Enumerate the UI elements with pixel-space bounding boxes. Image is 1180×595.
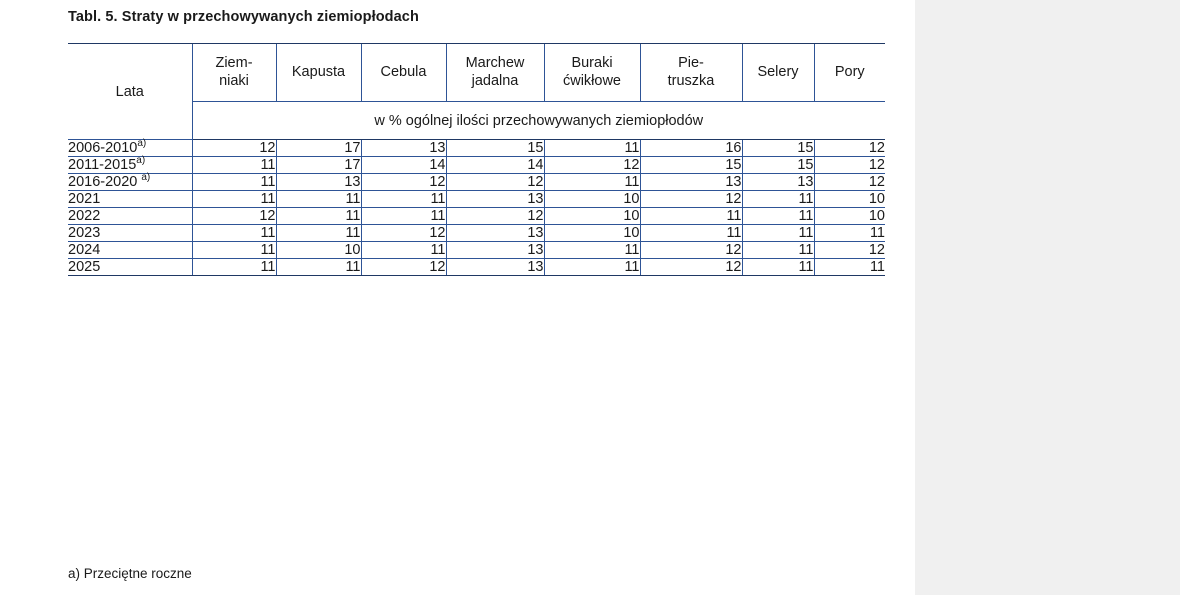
cell-value: 13 [361, 140, 446, 157]
cell-value: 11 [192, 174, 276, 191]
row-label [68, 225, 192, 242]
cell-value: 11 [192, 259, 276, 276]
table-row [68, 242, 885, 259]
column-header-line1: Kapusta [291, 63, 346, 80]
cell-value: 12 [361, 259, 446, 276]
cell-value: 11 [276, 259, 361, 276]
cell-value: 11 [361, 242, 446, 259]
cell-value: 12 [361, 174, 446, 191]
column-header-line1: Selery [757, 63, 799, 80]
table-row [68, 225, 885, 242]
cell-value: 11 [742, 225, 814, 242]
cell-value: 11 [814, 225, 885, 242]
table-row [68, 208, 885, 225]
cell-value: 11 [192, 225, 276, 242]
row-label [68, 259, 192, 276]
cell-value: 17 [276, 140, 361, 157]
cell-value: 13 [446, 242, 544, 259]
cell-value: 14 [446, 157, 544, 174]
column-header-line1: Marchew [465, 54, 525, 71]
row-label-text: 2011-2015 [68, 157, 137, 173]
cell-value: 11 [544, 242, 640, 259]
table-row [68, 191, 885, 208]
cell-value: 11 [814, 259, 885, 276]
column-header-line1: Pory [834, 63, 865, 80]
cell-value: 11 [361, 208, 446, 225]
cell-value: 13 [276, 174, 361, 191]
row-label-note: a) [136, 155, 146, 167]
column-header-marchew-jadalna [446, 44, 544, 102]
cell-value: 10 [814, 191, 885, 208]
table-footnote: a) Przeciętne roczne [68, 566, 192, 581]
row-label-text: 2021 [68, 191, 101, 207]
cell-value: 13 [742, 174, 814, 191]
row-label [68, 208, 192, 225]
row-label-text: 2023 [68, 225, 101, 241]
cell-value: 12 [814, 242, 885, 259]
row-label [68, 140, 192, 157]
column-header-line2: niaki [219, 72, 249, 89]
column-header-line2: jadalna [471, 72, 519, 89]
cell-value: 11 [361, 191, 446, 208]
cell-value: 11 [276, 225, 361, 242]
column-header-line1: Cebula [380, 63, 427, 80]
cell-value: 11 [276, 208, 361, 225]
cell-value: 11 [544, 259, 640, 276]
cell-value: 12 [192, 208, 276, 225]
row-label-note: a) [137, 138, 147, 150]
cell-value: 11 [544, 174, 640, 191]
column-header-line1: Pie- [678, 54, 704, 71]
cell-value: 10 [814, 208, 885, 225]
cell-value: 13 [640, 174, 742, 191]
cell-value: 11 [742, 208, 814, 225]
table-row [68, 259, 885, 276]
cell-value: 12 [446, 208, 544, 225]
column-header-buraki-cwiklowe [544, 44, 640, 102]
column-header-line2: ćwikłowe [562, 72, 621, 89]
column-header-line1: Buraki [571, 54, 613, 71]
cell-value: 12 [446, 174, 544, 191]
row-label [68, 157, 192, 174]
column-header-line1: Ziem- [215, 54, 253, 71]
cell-value: 12 [361, 225, 446, 242]
cell-value: 13 [446, 191, 544, 208]
table-row [68, 140, 885, 157]
row-label-text: 2022 [68, 208, 101, 224]
cell-value: 11 [192, 191, 276, 208]
cell-value: 14 [361, 157, 446, 174]
cell-value: 12 [192, 140, 276, 157]
cell-value: 12 [640, 191, 742, 208]
row-label-text: 2016-2020 [68, 174, 142, 190]
column-header-selery [742, 44, 814, 102]
cell-value: 12 [814, 157, 885, 174]
row-label [68, 191, 192, 208]
column-header-kapusta [276, 44, 361, 102]
column-header-pietruszka [640, 44, 742, 102]
row-label-text: 2024 [68, 242, 101, 258]
cell-value: 11 [192, 242, 276, 259]
cell-value: 11 [544, 140, 640, 157]
cell-value: 13 [446, 225, 544, 242]
losses-table [68, 43, 885, 276]
column-header-line2: truszka [667, 72, 715, 89]
column-header-lata: Lata [68, 44, 192, 140]
row-label [68, 242, 192, 259]
cell-value: 12 [640, 259, 742, 276]
cell-value: 10 [276, 242, 361, 259]
cell-value: 11 [640, 208, 742, 225]
row-label [68, 174, 192, 191]
cell-value: 15 [742, 157, 814, 174]
cell-value: 13 [446, 259, 544, 276]
cell-value: 15 [640, 157, 742, 174]
cell-value: 12 [544, 157, 640, 174]
cell-value: 11 [276, 191, 361, 208]
cell-value: 11 [742, 242, 814, 259]
cell-value: 16 [640, 140, 742, 157]
table-row [68, 174, 885, 191]
cell-value: 11 [742, 259, 814, 276]
cell-value: 15 [446, 140, 544, 157]
table-header-row [68, 44, 885, 102]
page-gutter [915, 0, 1180, 595]
page-title: Tabl. 5. Straty w przechowywanych ziemiopłodach [68, 9, 419, 25]
cell-value: 11 [640, 225, 742, 242]
row-label-text: 2025 [68, 259, 101, 275]
column-header-pory [814, 44, 885, 102]
cell-value: 10 [544, 208, 640, 225]
row-label-note: a) [141, 172, 151, 184]
cell-value: 10 [544, 225, 640, 242]
cell-value: 10 [544, 191, 640, 208]
cell-value: 11 [192, 157, 276, 174]
cell-value: 12 [814, 174, 885, 191]
row-label-text: 2006-2010 [68, 140, 138, 156]
cell-value: 11 [742, 191, 814, 208]
cell-value: 12 [640, 242, 742, 259]
unit-label: w % ogólnej ilości przechowywanych ziemiopłodów [192, 102, 885, 140]
cell-value: 15 [742, 140, 814, 157]
column-header-cebula [361, 44, 446, 102]
table-row [68, 157, 885, 174]
column-header-ziemniaki [192, 44, 276, 102]
cell-value: 17 [276, 157, 361, 174]
cell-value: 12 [814, 140, 885, 157]
